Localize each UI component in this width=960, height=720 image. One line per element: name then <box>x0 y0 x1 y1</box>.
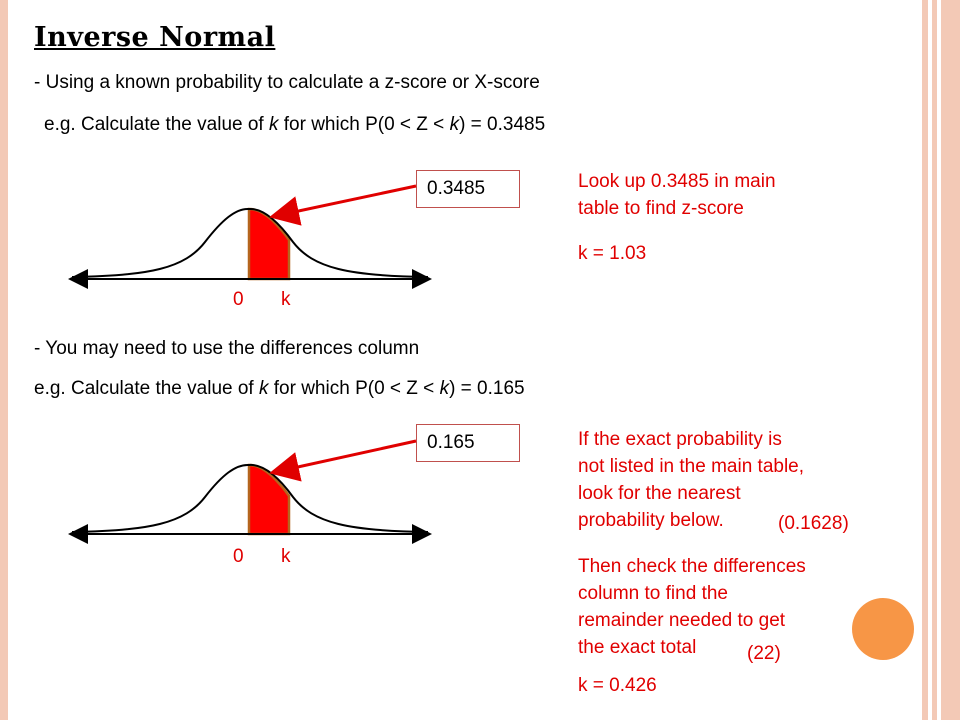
example2-k-label: k <box>281 546 291 567</box>
example2-prompt: e.g. Calculate the value of k for which P(0 < Z < k) = 0.165 <box>34 378 525 399</box>
intro-text: - Using a known probability to calculate a z-score or X-score <box>34 72 540 93</box>
diagram-2 <box>70 441 430 534</box>
example2-zero-label: 0 <box>233 546 244 567</box>
section2-text: - You may need to use the differences column <box>34 338 420 359</box>
example1-prompt: e.g. Calculate the value of k for which P(0 < Z < k) = 0.3485 <box>44 114 546 135</box>
diagram-1 <box>70 186 430 279</box>
example1-result: k = 1.03 <box>578 243 647 264</box>
example2-difference-value: (22) <box>747 643 781 664</box>
example2-probability-box: 0.165 <box>416 424 520 462</box>
example2-result: k = 0.426 <box>578 675 657 696</box>
diagram-1-shaded-area <box>249 209 289 279</box>
example1-probability-box: 0.3485 <box>416 170 520 208</box>
example2-nearest-value: (0.1628) <box>778 513 849 534</box>
example1-k-label: k <box>281 289 291 310</box>
diagram-1-pointer-arrow <box>275 186 416 216</box>
diagram-2-pointer-arrow <box>275 441 416 472</box>
slide-title: Inverse Normal <box>34 22 276 53</box>
diagram-2-shaded-area <box>249 465 289 534</box>
example2-nearest-note: If the exact probability is not listed in the main table, look for the nearest probability below. <box>578 429 805 531</box>
example1-zero-label: 0 <box>233 289 244 310</box>
example2-differences-note: Then check the differences column to find the remainder needed to get the exact total <box>578 556 806 658</box>
example1-lookup-note: Look up 0.3485 in main table to find z-score <box>578 171 776 219</box>
